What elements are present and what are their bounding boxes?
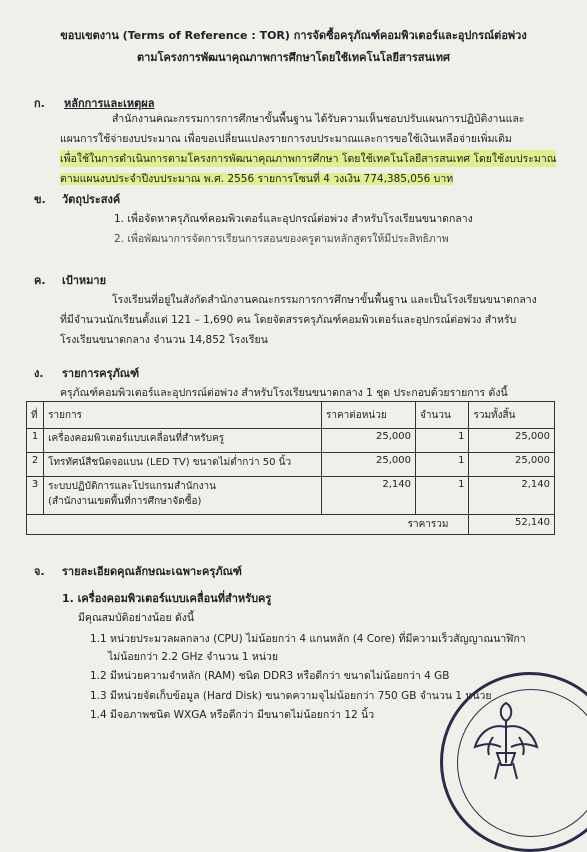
table-row: [27, 477, 555, 515]
table-header-row: [27, 402, 555, 429]
row-price: 25,000: [321, 453, 415, 477]
row-total: 2,140: [469, 477, 555, 515]
section-a-line2: แผนการใช้จ่ายงบประมาณ เพื่อขอเปลี่ยนแปลงรายการงบประมาณและการขอใช้เงินเหลือจ่ายเพิ่มเติม: [60, 133, 512, 145]
col-header-total: รวมทั้งสิ้น: [469, 402, 555, 429]
spec-sub-heading: 1. เครื่องคอมพิวเตอร์แบบเคลื่อนที่สำหรับครู: [62, 592, 272, 605]
row-item-note: (สำนักงานเขตพื้นที่การศึกษาจัดซื้อ): [48, 496, 202, 507]
spec-item: 1.1 หน่วยประมวลผลกลาง (CPU) ไม่น้อยกว่า 4 แกนหลัก (4 Core) ที่มีความเร็วสัญญาณนาฬิกา: [90, 633, 526, 645]
row-price: 25,000: [321, 429, 415, 453]
row-no: 2: [27, 453, 44, 477]
row-qty: 1: [416, 453, 469, 477]
row-total: 25,000: [469, 429, 555, 453]
spec-item: ไม่น้อยกว่า 2.2 GHz จำนวน 1 หน่วย: [108, 651, 279, 663]
row-item: เครื่องคอมพิวเตอร์แบบเคลื่อนที่สำหรับครู: [44, 429, 322, 453]
garuda-emblem-icon: [471, 693, 541, 783]
row-item: โทรทัศน์สีชนิดจอแบน (LED TV) ขนาดไม่ต่ำกว่า 50 นิ้ว: [44, 453, 322, 477]
spec-item: 1.3 มีหน่วยจัดเก็บข้อมูล (Hard Disk) ขนาดความจุไม่น้อยกว่า 750 GB จำนวน 1 หน่วย: [90, 690, 492, 702]
section-d-letter: ง.: [34, 367, 44, 380]
row-price: 2,140: [321, 477, 415, 515]
section-e-heading: รายละเอียดคุณลักษณะเฉพาะครุภัณฑ์: [62, 565, 242, 578]
spec-item: 1.4 มีจอภาพชนิด WXGA หรือดีกว่า มีขนาดไม่น้อยกว่า 12 นิ้ว: [90, 709, 375, 721]
section-d-intro: ครุภัณฑ์คอมพิวเตอร์และอุปกรณ์ต่อพ่วง สำหรับโรงเรียนขนาดกลาง 1 ชุด ประกอบด้วยรายการ ดังนี้: [60, 387, 508, 399]
section-d-heading: รายการครุภัณฑ์: [62, 367, 140, 380]
section-c-line3: โรงเรียนขนาดกลาง จำนวน 14,852 โรงเรียน: [60, 334, 268, 346]
section-b-heading: วัตถุประสงค์: [62, 193, 121, 206]
row-item-cell: [44, 477, 322, 515]
spec-item: 1.2 มีหน่วยความจำหลัก (RAM) ชนิด DDR3 หรือดีกว่า ขนาดไม่น้อยกว่า 4 GB: [90, 670, 450, 682]
objective-item-1: 1. เพื่อจัดหาครุภัณฑ์คอมพิวเตอร์และอุปกรณ์ต่อพ่วง สำหรับโรงเรียนขนาดกลาง: [114, 213, 473, 225]
document-title-line2: ตามโครงการพัฒนาคุณภาพการศึกษาโดยใช้เทคโนโลยีสารสนเทศ: [136, 51, 451, 64]
col-header-qty: จำนวน: [416, 402, 469, 429]
section-a-letter: ก.: [34, 97, 45, 110]
col-header-item: รายการ: [44, 402, 322, 429]
section-a-heading: หลักการและเหตุผล: [64, 97, 155, 110]
row-qty: 1: [416, 429, 469, 453]
section-a-line3: เพื่อใช้ในการดำเนินการตามโครงการพัฒนาคุณภาพการศึกษา โดยใช้เทคโนโลยีสารสนเทศ โดยใช้งบประมาณ: [60, 150, 556, 167]
spec-intro: มีคุณสมบัติอย่างน้อย ดังนี้: [78, 612, 195, 624]
table-sum-row: [27, 515, 555, 535]
table-row: [27, 429, 555, 453]
section-c-heading: เป้าหมาย: [62, 274, 107, 287]
col-header-no: ที่: [27, 402, 44, 429]
section-a-line4-text: ตามแผนงบประจำปีงบประมาณ พ.ศ. 2556 รายการโซนที่ 4 วงเงิน 774,385,056 บาท: [60, 173, 454, 185]
section-b-letter: ข.: [34, 193, 46, 206]
section-c-letter: ค.: [34, 274, 46, 287]
row-no: 1: [27, 429, 44, 453]
sum-value: 52,140: [469, 515, 555, 535]
row-item: ระบบปฏิบัติการและโปรแกรมสำนักงาน: [48, 481, 216, 492]
section-c-line2: ที่มีจำนวนนักเรียนตั้งแต่ 121 – 1,690 คน โดยจัดสรรครุภัณฑ์คอมพิวเตอร์และอุปกรณ์ต่อพ่วง สำหรับ: [60, 314, 517, 326]
section-e-letter: จ.: [34, 565, 45, 578]
equipment-table: [26, 401, 555, 535]
section-a-line4: [60, 170, 453, 187]
sum-label: ราคารวม: [27, 515, 469, 535]
objective-item-2: 2. เพื่อพัฒนาการจัดการเรียนการสอนของครูตามหลักสูตรให้มีประสิทธิภาพ: [114, 233, 449, 245]
section-a-line1: สำนักงานคณะกรรมการการศึกษาขั้นพื้นฐาน ได้รับความเห็นชอบปรับแผนการปฏิบัติงานและ: [112, 113, 525, 125]
row-total: 25,000: [469, 453, 555, 477]
document-title-line1: ขอบเขตงาน (Terms of Reference : TOR) การจัดซื้อครุภัณฑ์คอมพิวเตอร์และอุปกรณ์ต่อพ่วง: [60, 29, 527, 42]
col-header-price: ราคาต่อหน่วย: [321, 402, 415, 429]
row-qty: 1: [416, 477, 469, 515]
table-row: [27, 453, 555, 477]
row-no: 3: [27, 477, 44, 515]
section-c-line1: โรงเรียนที่อยู่ในสังกัดสำนักงานคณะกรรมการการศึกษาขั้นพื้นฐาน และเป็นโรงเรียนขนาดกลาง: [112, 294, 537, 306]
